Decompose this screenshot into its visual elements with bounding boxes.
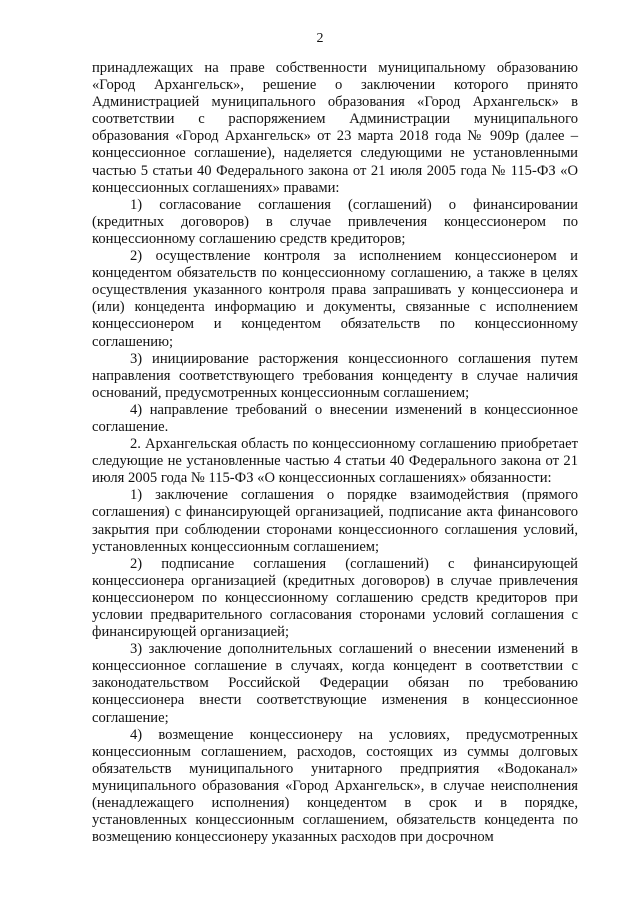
paragraph-continuation: принадлежащих на праве собственности муниципальному образованию «Город Архангельск», решение о заключении которого принято Администрацией муниципального образования «Город Архангельск» в соответствии с распоряжением Администрации муниципального образования «Город Архангельск» от 23 марта 2018 года № 909р (далее – концессионное соглашение), наделяется следующими не установленными частью 5 статьи 40 Федерального закона от 21 июля 2005 года № 115-ФЗ «О концессионных соглашениях» правами: xyxy=(92,60,578,196)
page-number: 2 xyxy=(316,31,324,46)
paragraph-obligation-4: 4) возмещение концессионеру на условиях, предусмотренных концессионным соглашением, расходов, состоящих из суммы долговых обязательств муниципального унитарного предприятия «Водоканал» муниципального образования «Город Архангельск», в случае неисполнения (ненадлежащего исполнения) концедентом в срок и в порядке, установленных концессионным соглашением, обязательств концедента по возмещению концессионеру указанных расходов при досрочном xyxy=(92,726,578,846)
paragraph-obligation-2: 2) подписание соглашения (соглашений) с финансирующей концессионера организацией (кредитных договоров) в случае привлечения концессионером по концессионному соглашению средств кредиторов при условии предварительного согласования сторонами условий соглашения с финансирующей организацией; xyxy=(92,555,578,641)
paragraph-obligation-3: 3) заключение дополнительных соглашений о внесении изменений в концессионное соглашение в случаях, когда концедент в соответствии с законодательством Российской Федерации обязан по требованию концессионера внести соответствующие изменения в концессионное соглашение; xyxy=(92,641,578,726)
paragraph-obligation-1: 1) заключение соглашения о порядке взаимодействия (прямого соглашения) с финансирующей организацией, подписание акта финансового закрытия при соблюдении сторонами концессионного соглашения условий, установленных концессионным соглашением; xyxy=(92,487,578,555)
paragraph-right-2: 2) осуществление контроля за исполнением концессионером и концедентом обязательств по концессионному соглашению, а также в целях осуществления указанного контроля права запрашивать у концессионера и (или) концедента информацию и документы, связанные с исполнением концессионером и концедентом обязательств по концессионному соглашению; xyxy=(92,248,578,350)
paragraph-section-2: 2. Архангельская область по концессионному соглашению приобретает следующие не установленные частью 4 статьи 40 Федерального закона от 21 июля 2005 года № 115-ФЗ «О концессионных соглашениях» обязанности: xyxy=(92,436,578,487)
document-body xyxy=(92,60,578,846)
paragraph-right-4: 4) направление требований о внесении изменений в концессионное соглашение. xyxy=(92,401,578,435)
paragraph-right-1: 1) согласование соглашения (соглашений) о финансировании (кредитных договоров) в случае привлечения концессионером по концессионному соглашению средств кредиторов; xyxy=(92,196,578,247)
paragraph-right-3: 3) инициирование расторжения концессионного соглашения путем направления соответствующего требования концеденту в случае наличия оснований, предусмотренных концессионным соглашением; xyxy=(92,350,578,401)
